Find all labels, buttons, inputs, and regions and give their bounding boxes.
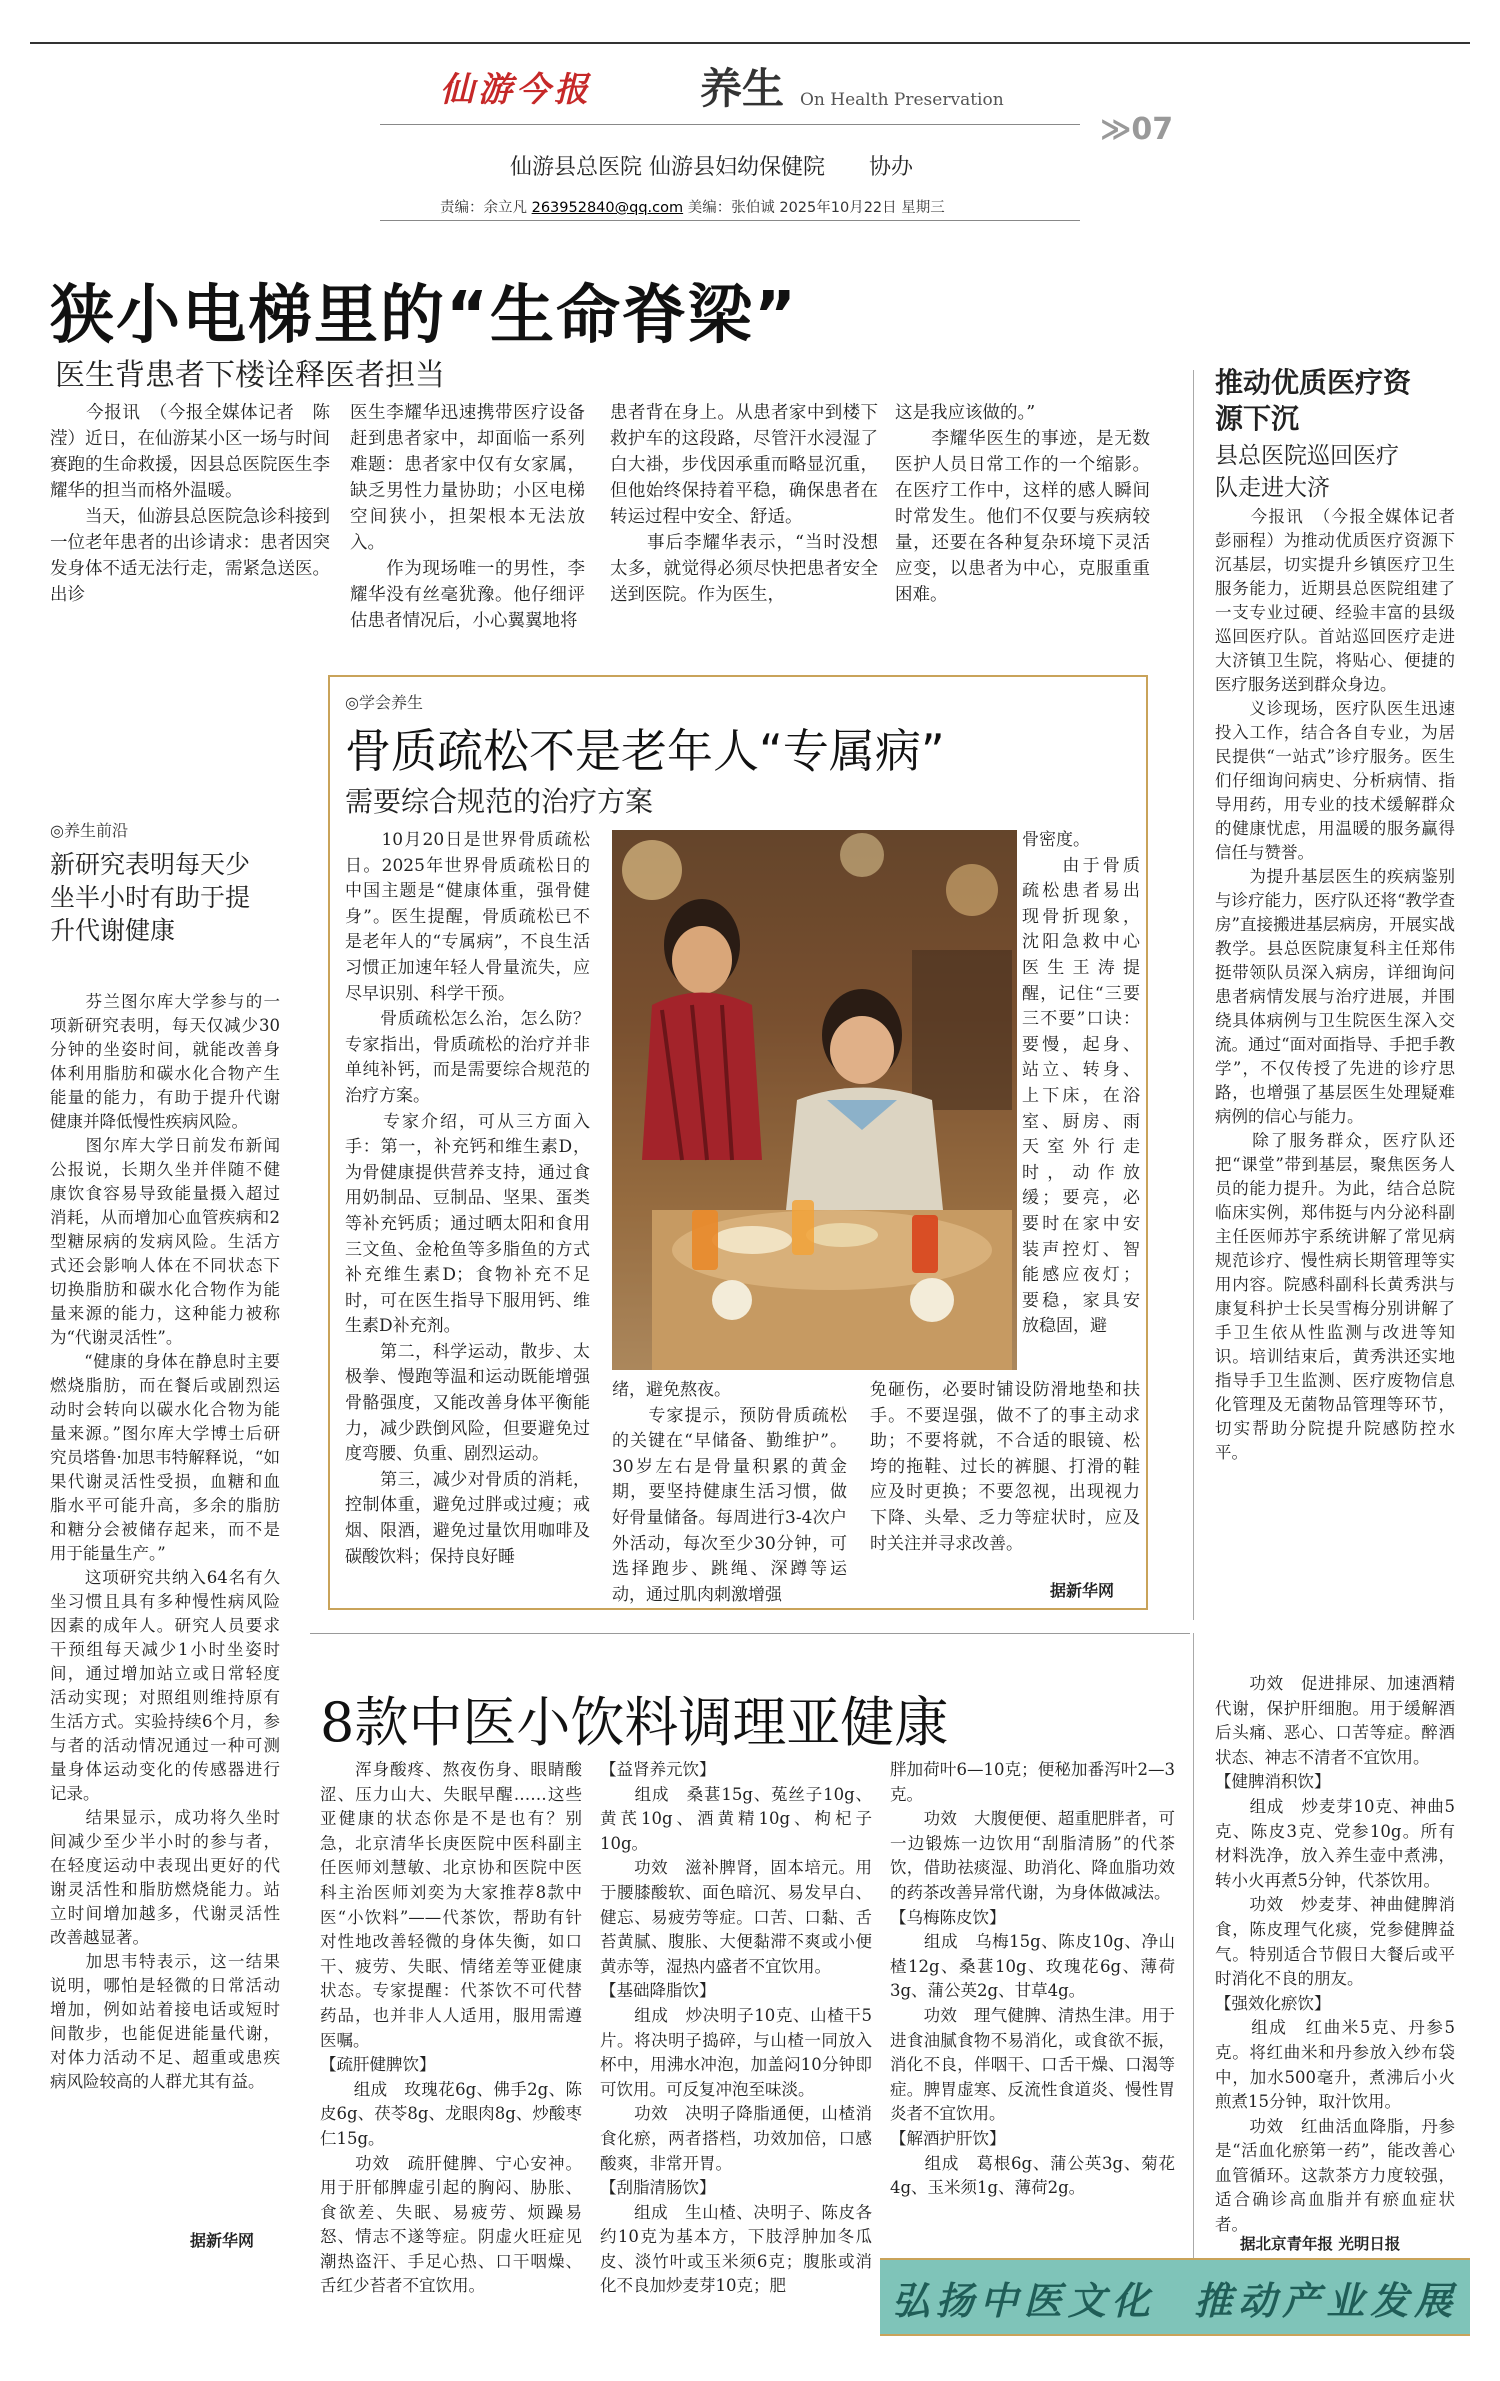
feature-source: 据新华网 xyxy=(1050,1581,1115,1600)
page-number: ≫07 xyxy=(1100,112,1174,147)
right-sidebar-title: 推动优质医疗资源下沉 xyxy=(1215,366,1412,435)
photo-illustration xyxy=(612,830,1017,1370)
tcm-source: 据北京青年报 光明日报 xyxy=(1240,2235,1401,2253)
lead-col-3: 患者背在身上。从患者家中到楼下救护车的这段路，尽管汗水浸湿了白大褂，步伐因承重而略显沉重，但他始终保持着平稳，确保患者在转运过程中安全、舒适。 事后李耀华表示，“当时没想太多，就觉得必须尽快把患者安全送到医院。作为医生， xyxy=(610,403,878,605)
culture-banner xyxy=(880,2258,1470,2336)
right-sidebar-rule xyxy=(1193,370,1194,1620)
feature-col-bottom-2: 免砸伤，必要时铺设防滑地垫和扶手。不要逞强，做不了的事主动求助；不要将就，不合适的眼镜、松垮的拖鞋、过长的裤腿、打滑的鞋应及时更换；不要忽视，出现视力下降、头晕、乏力等症状时，应及时关注并寻求改善。 xyxy=(870,1380,1140,1554)
left-sidebar-label: ◎养生前沿 xyxy=(50,821,128,840)
left-sidebar-body: 芬兰图尔库大学参与的一项新研究表明，每天仅减少30分钟的坐姿时间，就能改善身体利用脂肪和碳水化合物产生能量的能力，有助于提升代谢健康并降低慢性疾病风险。 图尔库大学日前发布新闻公报说，长期久坐并伴随不健康饮食容易导致能量摄入超过消耗，从而增加心血管疾病和2型糖尿病的发病风险。生活方式还会影响人体在不同状态下切换脂肪和碳水化合物作为能量来源的能力，这种能力被称为“代谢灵活性”。 “健康的身体在静息时主要燃烧脂肪，而在餐后或剧烈运动时会转向以碳水化合物为能量来源。”图尔库大学博士后研究员塔鲁·加思韦特解释说，“如果代谢灵活性受损，血糖和血脂水平可能升高，多余的脂肪和糖分会被储存起来，而不是用于能量生产。” 这项研究共纳入64名有久坐习惯且具有多种慢性病风险因素的成年人。研究人员要求干预组每天减少1小时坐姿时间，通过增加站立或日常轻度活动实现；对照组则维持原有生活方式。实验持续6个月，参与者的活动情况通过一种可测量身体运动变化的传感器进行记录。 结果显示，成功将久坐时间减少至少半小时的参与者，在轻度运动中表现出更好的代谢灵活性和脂肪燃烧能力。站立时间增加越多，代谢灵活性改善越显著。 加思韦特表示，这一结果说明，哪怕是轻微的日常活动增加，例如站着接电话或短时间散步，也能促进能量代谢，对体力活动不足、超重或患疾病风险较高的人群尤其有益。 xyxy=(50,992,280,2091)
page-arrow-icon: ≫ xyxy=(1100,112,1132,147)
feature-title: 骨质疏松不是老年人“专属病” xyxy=(345,724,945,778)
tcm-col-2: 【益肾养元饮】 组成 桑葚15g、菟丝子10g、黄芪10g、酒黄精10g、枸杞子10g。 功效 滋补脾肾，固本培元。用于腰膝酸软、面色暗沉、易发早白、健忘、易疲劳等症。口苦、口黏、舌苔黄腻、腹胀、大便黏滞不爽或小便黄赤等，湿热内盛者不宜饮用。 【基础降脂饮】 组成 炒决明子10克、山楂干5片。将决明子捣碎，与山楂一同放入杯中，用沸水冲泡，加盖闷10分钟即可饮用。可反复冲泡至味淡。 功效 决明子降脂通便，山楂消食化瘀，两者搭档，功效加倍，口感酸爽，非常开胃。 【刮脂清肠饮】 组成 生山楂、决明子、陈皮各约10克为基本方，下肢浮肿加冬瓜皮、淡竹叶或玉米须6克；腹胀或消化不良加炒麦芽10克；肥 xyxy=(600,1760,872,2296)
lead-col-2: 医生李耀华迅速携带医疗设备赶到患者家中，却面临一系列难题：患者家中仅有女家属，缺乏男性力量协助；小区电梯空间狭小，担架根本无法放入。 作为现场唯一的男性，李耀华没有丝毫犹豫。他仔细评估患者情况后，小心翼翼地将 xyxy=(350,403,585,631)
left-sidebar-title: 新研究表明每天少坐半小时有助于提升代谢健康 xyxy=(50,850,251,945)
right-sidebar-body: 今报讯 （今报全媒体记者 彭丽程）为推动优质医疗资源下沉基层，切实提升乡镇医疗卫生服务能力，近期县总医院组建了一支专业过硬、经验丰富的县级巡回医疗队。首站巡回医疗走进大济镇卫生院，将贴心、便捷的医疗服务送到群众身边。 义诊现场，医疗队医生迅速投入工作，结合各自专业，为居民提供“一站式”诊疗服务。医生们仔细询问病史、分析病情、指导用药，用专业的技术缓解群众的健康忧虑，用温暖的服务赢得信任与赞誉。 为提升基层医生的疾病鉴别与诊疗能力，医疗队还将“教学查房”直接搬进基层病房，开展实战教学。县总医院康复科主任郑伟挺带领队员深入病房，详细询问患者病情发展与治疗进展，并围绕具体病例与卫生院医生深入交流。通过“面对面指导、手把手教学”，不仅传授了先进的诊疗思路，也增强了基层医生处理疑难病例的信心与能力。 除了服务群众，医疗队还把“课堂”带到基层，聚焦医务人员的能力提升。为此，结合总院临床实例，郑伟挺与内分泌科副主任医师苏宇系统讲解了常见病规范诊疗、慢性病长期管理等实用内容。院感科副科长黄秀洪与康复科护士长吴雪梅分别讲解了手卫生依从性监测与改进等知识。培训结束后，黄秀洪还实地指导手卫生监测、医疗废物信息化管理及无菌物品管理等环节，切实帮助分院提升院感防控水平。 xyxy=(1215,507,1455,1462)
paper-name: 仙游今报 xyxy=(440,70,592,110)
section-title: 养生 xyxy=(700,64,785,113)
tcm-col-3: 胖加荷叶6—10克；便秘加番泻叶2—3克。 功效 大腹便便、超重肥胖者，可一边锻炼一边饮用“刮脂清肠”的代茶饮，借助祛痰湿、助消化、降血脂功效的药茶改善异常代谢，为身体做减法。 【乌梅陈皮饮】 组成 乌梅15g、陈皮10g、净山楂12g、桑葚10g、玫瑰花6g、薄荷3g、蒲公英2g、甘草4g。 功效 理气健脾、清热生津。用于进食油腻食物不易消化，或食欲不振，消化不良，伴咽干、口舌干燥、口渴等症。脾胃虚寒、反流性食道炎、慢性胃炎者不宜饮用。 【解酒护肝饮】 组成 葛根6g、蒲公英3g、菊花4g、玉米须1g、薄荷2g。 xyxy=(890,1760,1175,2198)
feature-col-right-top: 骨密度。 由于骨质疏松患者易出现骨折现象，沈阳急救中心医生王涛提醒，记住“三要三不要”口诀：要慢，起身、站立、转身、上下床，在浴室、厨房、雨天室外行走时，动作放缓；要亮，必要时在家中安装声控灯、智能感应夜灯；要稳，家具安放稳固，避 xyxy=(1022,830,1140,1337)
top-rule xyxy=(30,42,1470,44)
tcm-col-4: 功效 促进排尿、加速酒精代谢，保护肝细胞。用于缓解酒后头痛、恶心、口苦等症。醉酒状态、神志不清者不宜饮用。 【健脾消积饮】 组成 炒麦芽10克、神曲5克、陈皮3克、党参10g。所有材料洗净，放入养生壶中煮沸，转小火再煮5分钟，代茶饮用。 功效 炒麦芽、神曲健脾消食，陈皮理气化痰，党参健脾益气。特别适合节假日大餐后或平时消化不良的朋友。 【强效化瘀饮】 组成 红曲米5克、丹参5克。将红曲米和丹参放入纱布袋中，加水500毫升，煮沸后小火煎煮15分钟，取汁饮用。 功效 红曲活血降脂，丹参是“活血化瘀第一药”，能改善心血管循环。这款茶方力度较强，适合确诊高血脂并有瘀血症状者。 xyxy=(1215,1674,1455,2235)
left-sidebar-source: 据新华网 xyxy=(190,2231,255,2250)
cosponsors: 仙游县总医院 仙游县妇幼保健院 协办 xyxy=(510,155,914,180)
feature-col-bottom-1: 绪，避免熬夜。 专家提示，预防骨质疏松的关键在“早储备、勤维护”。30岁左右是骨量积累的黄金期，要坚持健康生活习惯，做好骨量储备。每周进行3-4次户外活动，每次至少30分钟，可选择跑步、跳绳、深蹲等运动，通过肌肉刺激增强 xyxy=(612,1380,847,1605)
tcm-col-rule xyxy=(1193,1633,1194,2283)
feature-subtitle: 需要综合规范的治疗方案 xyxy=(345,785,654,818)
section-divider xyxy=(380,124,1080,125)
feature-col-left: 10月20日是世界骨质疏松日。2025年世界骨质疏松日的中国主题是“健康体重，强骨健身”。医生提醒，骨质疏松已不是老年人的“专属病”，不良生活习惯正加速年轻人骨量流失，应尽早识别、科学干预。 骨质疏松怎么治，怎么防？专家指出，骨质疏松的治疗并非单纯补钙，而是需要综合规范的治疗方案。 专家介绍，可从三方面入手：第一，补充钙和维生素D，为骨健康提供营养支持，通过食用奶制品、豆制品、坚果、蛋类等补充钙质；通过晒太阳和食用三文鱼、金枪鱼等多脂鱼的方式补充维生素D；食物补充不足时，可在医生指导下服用钙、维生素D补充剂。 第二，科学运动，散步、太极拳、慢跑等温和运动既能增强骨骼强度，又能改善身体平衡能力，减少跌倒风险，但要避免过度弯腰、负重、剧烈运动。 第三，减少对骨质的消耗，控制体重，避免过胖或过瘦；戒烟、限酒，避免过量饮用咖啡及碳酸饮料；保持良好睡 xyxy=(345,830,590,1567)
feature-label: ◎学会养生 xyxy=(345,690,429,713)
header-bottom-rule xyxy=(380,220,1080,221)
banner-text: 弘扬中医文化 推动产业发展 xyxy=(891,2277,1459,2323)
section-title-en: On Health Preservation xyxy=(800,90,1004,110)
right-sidebar-subtitle: 县总医院巡回医疗队走进大济 xyxy=(1215,443,1399,501)
tcm-top-rule xyxy=(310,1633,1190,1634)
lead-title: 狭小电梯里的“生命脊梁” xyxy=(50,279,799,353)
feature-photo xyxy=(612,830,1017,1370)
credit-line: 责编：余立凡 263952840@qq.com 美编：张伯诚 2025年10月22日 星期三 xyxy=(440,200,945,216)
lead-subtitle: 医生背患者下楼诠释医者担当 xyxy=(55,358,445,393)
editor-email[interactable]: 263952840@qq.com xyxy=(531,200,684,216)
lead-col-4: 这是我应该做的。” 李耀华医生的事迹，是无数医护人员日常工作的一个缩影。在医疗工作中，这样的感人瞬间时常发生。他们不仅要与疾病较量，还要在各种复杂环境下灵活应变，以患者为中心，克服重重困难。 xyxy=(895,403,1150,605)
lead-col-1: 今报讯 （今报全媒体记者 陈滢）近日，在仙游某小区一场与时间赛跑的生命救援，因县总医院医生李耀华的担当而格外温暖。 当天，仙游县总医院急诊科接到一位老年患者的出诊请求：患者因突发身体不适无法行走，需紧急送医。出诊 xyxy=(50,403,330,605)
tcm-title: 8款中医小饮料调理亚健康 xyxy=(320,1691,949,1754)
tcm-col-1: 浑身酸疼、熬夜伤身、眼睛酸涩、压力山大、失眠早醒……这些亚健康的状态你是不是也有？别急，北京清华长庚医院中医科副主任医师刘慧敏、北京协和医院中医科主治医师刘奕为大家推荐8款中医“小饮料”——代茶饮，帮助有针对性地改善轻微的身体失衡，如口干、疲劳、失眠、情绪差等亚健康状态。专家提醒：代茶饮不可代替药品，也并非人人适用，服用需遵医嘱。 【疏肝健脾饮】 组成 玫瑰花6g、佛手2g、陈皮6g、茯苓8g、龙眼肉8g、炒酸枣仁15g。 功效 疏肝健脾、宁心安神。用于肝郁脾虚引起的胸闷、胁胀、食欲差、失眠、易疲劳、烦躁易怒、情志不遂等症。阴虚火旺症见潮热盗汗、手足心热、口干咽燥、舌红少苔者不宜饮用。 xyxy=(320,1760,582,2296)
